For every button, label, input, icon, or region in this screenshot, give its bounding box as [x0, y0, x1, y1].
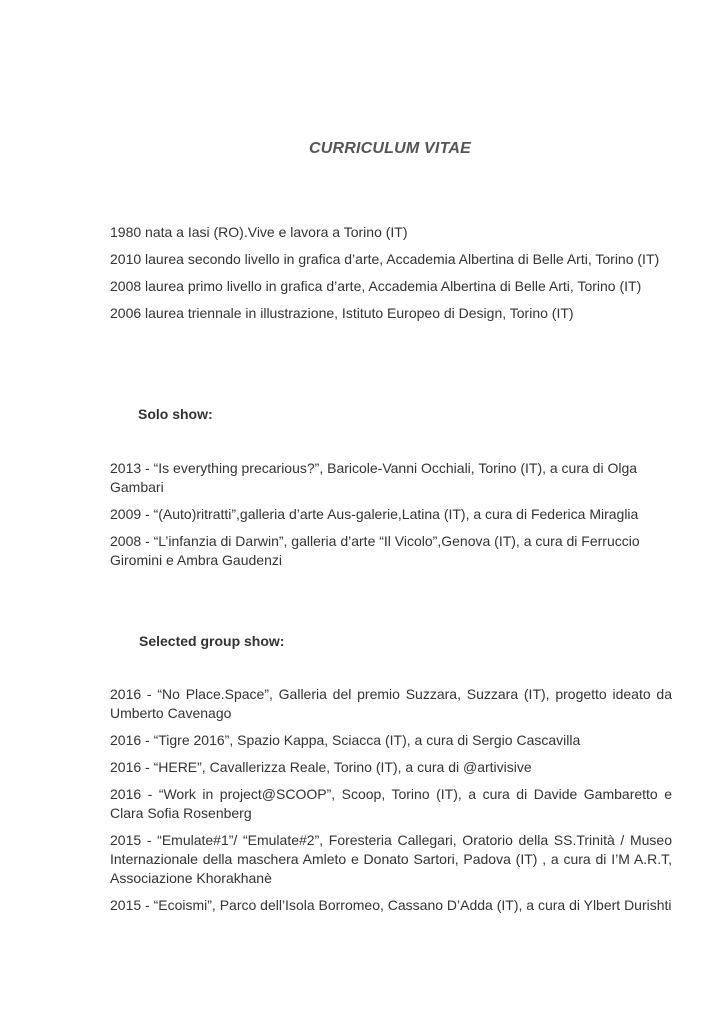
group-show-entry: 2016 - “No Place.Space”, Galleria del premio Suzzara, Suzzara (IT), progetto ideato da Umberto Cavenago — [110, 686, 672, 721]
solo-show-section — [110, 459, 672, 578]
group-show-entry: 2015 - “Ecoismi”, Parco dell’Isola Borromeo, Cassano D’Adda (IT), a cura di Ylbert Durishti — [110, 897, 672, 913]
solo-show-heading: Solo show: — [138, 406, 213, 422]
biography-entry: 2010 laurea secondo livello in grafica d’arte, Accademia Albertina di Belle Arti, Torino (IT) — [110, 251, 660, 267]
group-show-entry: 2016 - “Tigre 2016”, Spazio Kappa, Sciacca (IT), a cura di Sergio Cascavilla — [110, 732, 581, 748]
group-show-entry: 2016 - “HERE”, Cavallerizza Reale, Torino (IT), a cura di @artivisive — [110, 759, 532, 775]
page-title: CURRICULUM VITAE — [308, 140, 471, 157]
biography-entry: 1980 nata a Iasi (RO).Vive e lavora a Torino (IT) — [110, 224, 408, 240]
biography-section — [110, 223, 672, 331]
solo-show-entry: 2008 - “L’infanzia di Darwin”, galleria d’arte “Il Vicolo”,Genova (IT), a cura di Ferruccio Giromini e Ambra Gaudenzi — [110, 533, 640, 568]
group-show-entry: 2016 - “Work in project@SCOOP”, Scoop, Torino (IT), a cura di Davide Gambaretto e Clara Sofia Rosenberg — [110, 786, 672, 821]
group-show-entry: 2015 - “Emulate#1”/ “Emulate#2”, Foresteria Callegari, Oratorio della SS.Trinità / Museo Internazionale della maschera Amleto e Donato Sartori, Padova (IT) , a cura di I’M A.R.T, Associazione Khorakhanè — [110, 832, 672, 886]
solo-show-entry: 2013 - “Is everything precarious?”, Baricole-Vanni Occhiali, Torino (IT), a cura di Olga Gambari — [110, 460, 638, 495]
group-show-section — [110, 685, 672, 923]
group-show-heading: Selected group show: — [139, 633, 285, 649]
biography-entry: 2008 laurea primo livello in grafica d’arte, Accademia Albertina di Belle Arti, Torino (IT) — [110, 278, 642, 294]
biography-entry: 2006 laurea triennale in illustrazione, Istituto Europeo di Design, Torino (IT) — [110, 305, 574, 321]
solo-show-entry: 2009 - “(Auto)ritratti”,galleria d’arte Aus-galerie,Latina (IT), a cura di Federica Miraglia — [110, 506, 639, 522]
